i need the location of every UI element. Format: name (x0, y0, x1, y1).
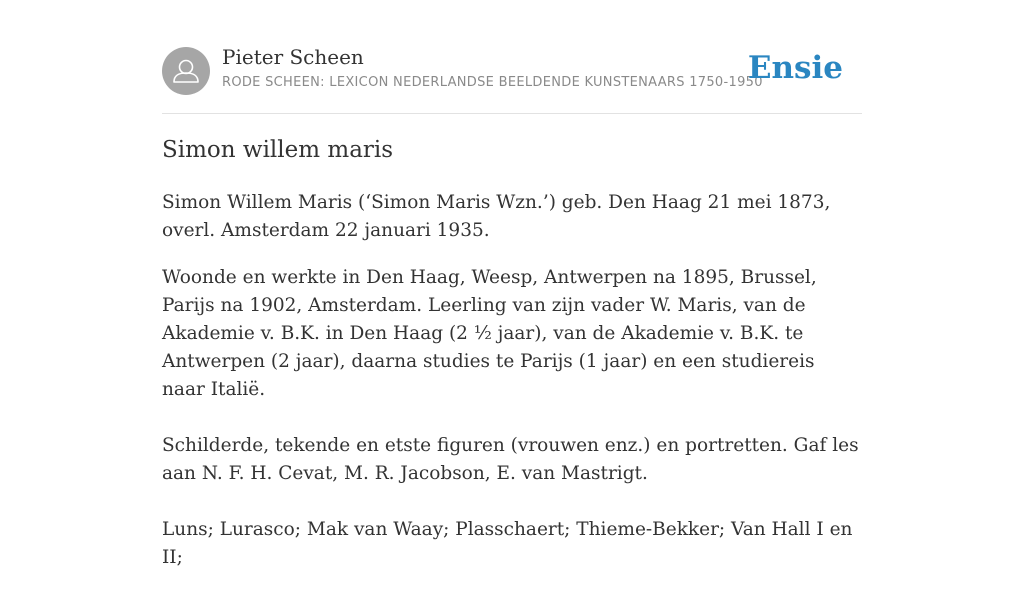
author-name[interactable]: Pieter Scheen (222, 45, 364, 69)
article-paragraph: Woonde en werkte in Den Haag, Weesp, Antwerpen na 1895, Brussel, Parijs na 1902, Amsterdam. Leerling van zijn vader W. Maris, van de Akademie v. B.K. in Den Haag (2 ½ jaar), van de Akademie v. B.K. te Antwerpen (2 jaar), daarna studies te Parijs (1 jaar) en een studiereis naar Italië. Schilderde, tekende en etste figuren (vrouwen enz.) en portretten. Gaf les aan N. F. H. Cevat, M. R. Jacobson, E. van Mastrigt. Luns; Lurasco; Mak van Waay; Plasschaert; Thieme-Bekker; Van Hall I en II; (162, 267, 859, 568)
article-paragraph: Simon Willem Maris (‘Simon Maris Wzn.’) geb. Den Haag 21 mei 1873, overl. Amsterdam 22 januari 1935. (162, 192, 831, 241)
article-header (162, 0, 862, 114)
article-body (162, 189, 862, 591)
source-label[interactable]: RODE SCHEEN: LEXICON NEDERLANDSE BEELDENDE KUNSTENAARS 1750-1950 (222, 75, 763, 90)
ensie-logo[interactable]: Ensie (747, 50, 843, 86)
article-container (162, 0, 862, 568)
user-avatar-icon[interactable] (162, 47, 210, 95)
article-title: Simon willem maris (162, 137, 394, 163)
